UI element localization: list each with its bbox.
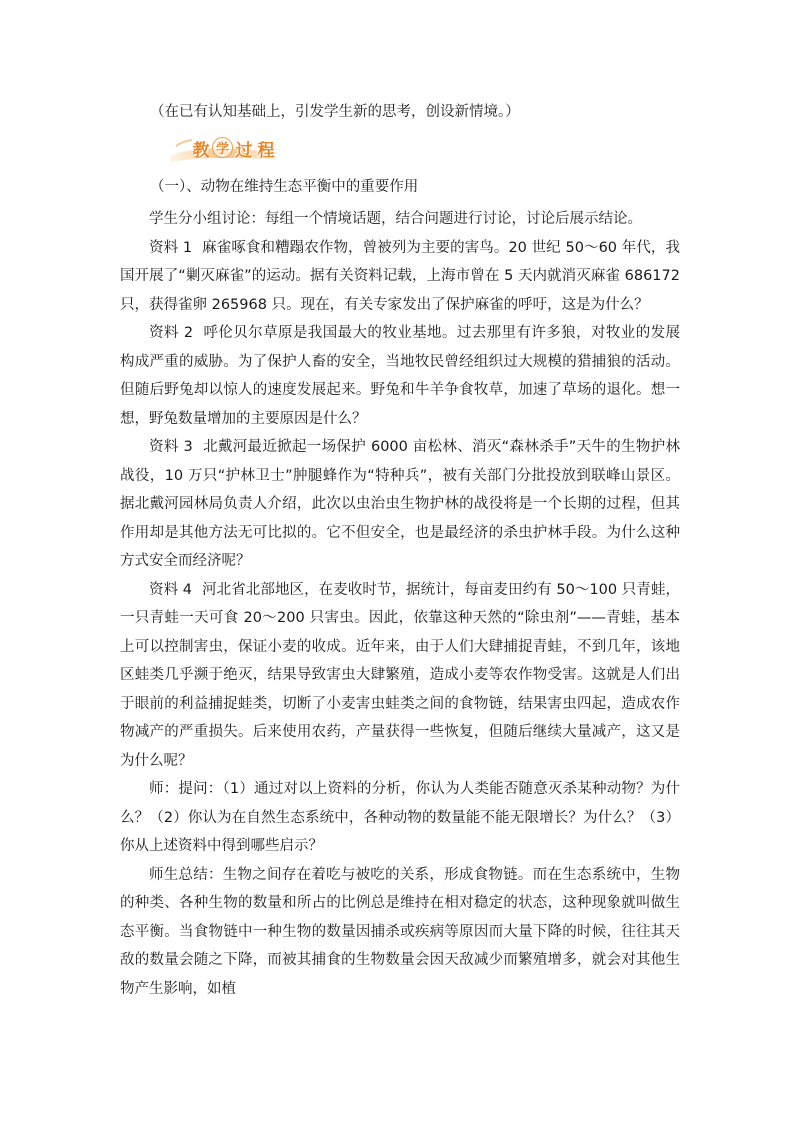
teaching-process-badge bbox=[168, 134, 278, 164]
paragraph-text: 学生分小组讨论：每组一个情境话题，结合问题进行讨论，讨论后展示结论。 bbox=[149, 211, 642, 227]
paragraph-discussion bbox=[120, 205, 680, 234]
paragraph-text: 呼伦贝尔草原是我国最大的牧业基地。过去那里有许多狼，对牧业的发展构成严重的威胁。为了保护人畜的安全，当地牧民曾经组织过大规模的猎捕狼的活动。但随后野兔却以惊人的速度发展起来。野兔和牛羊争食牧草，加速了草场的退化。想一想，野兔数量增加的主要原因是什么？ bbox=[120, 325, 681, 427]
paragraph-text: 师生总结：生物之间存在着吃与被吃的关系，形成食物链。而在生态系统中，生物的种类、各种生物的数量和所占的比例总是维持在相对稳定的状态，这种现象就叫做生态平衡。当食物链中一种生物的数量因捕杀或疾病等原因而大量下降的时候，往往其天敌的数量会随之下降，而被其捕食的生物数量会因天敌减少而繁殖增多，就会对其他生物产生影响，如植 bbox=[120, 866, 680, 997]
paragraph-text: 师：提问：（1）通过对以上资料的分析，你认为人类能否随意灭杀某种动物？为什么？（2）你认为在自然生态系统中，各种动物的数量能不能无限增长？为什么？（3）你从上述资料中得到哪些启示？ bbox=[120, 781, 680, 854]
material-label: 资料 4 bbox=[149, 581, 193, 598]
material-label: 资料 2 bbox=[149, 325, 194, 341]
badge-char-2: 学 bbox=[212, 137, 233, 158]
paragraph-text: 北戴河最近掀起一场保护 6000 亩松林、消灭“森林杀手”天牛的生物护林战役，10 万只“护林卫士”肿腿蜂作为“特种兵”，被有关部门分批投放到联峰山景区。据北戴河园林局负责人介绍，此次以虫治虫生物护林的战役将是一个长期的过程，但其作用却是其他方法无可比拟的。它不但安全，也是最经济的杀虫护林手段。为什么这种方式安全而经济呢？ bbox=[120, 439, 680, 569]
paragraph-text: 麻雀啄食和糟蹋农作物，曾被列为主要的害鸟。20 世纪 50～60 年代，我国开展了“剿灭麻雀”的运动。据有关资料记载，上海市曾在 5 天内就消灭麻雀 686172 只，获得雀卵 265968 只。现在，有关专家发出了保护麻雀的呼吁，这是为什么？ bbox=[120, 239, 680, 313]
paragraph-material-1 bbox=[120, 234, 680, 320]
body-text bbox=[120, 205, 680, 1003]
section-heading: （一）、动物在维持生态平衡中的重要作用 bbox=[150, 179, 419, 195]
material-label: 资料 3 bbox=[149, 439, 193, 455]
intro-note: （在已有认知基础上，引发学生新的思考，创设新情境。） bbox=[150, 104, 520, 120]
material-label: 资料 1 bbox=[149, 239, 193, 256]
paragraph-teacher-questions bbox=[120, 775, 680, 861]
badge-char-1: 教 bbox=[192, 140, 210, 161]
paragraph-text: 河北省北部地区，在麦收时节，据统计，每亩麦田约有 50～100 只青蛙，一只青蛙一天可食 20～200 只害虫。因此，依靠这种天然的“除虫剂”——青蛙，基本上可以控制害虫，保证小麦的收成。近年来，由于人们大肆捕捉青蛙，不到几年，该地区蛙类几乎濒于绝灭，结果导致害虫大肆繁殖，造成小麦等农作物受害。这就是人们出于眼前的利益捕捉蛙类，切断了小麦害虫蛙类之间的食物链，结果害虫四起，造成农作物减产的严重损失。后来使用农药，产量获得一些恢复，但随后继续大量减产，这又是为什么呢？ bbox=[120, 581, 681, 769]
paragraph-summary bbox=[120, 861, 680, 1004]
paragraph-material-2 bbox=[120, 319, 680, 433]
paragraph-material-3 bbox=[120, 433, 680, 576]
badge-char-3: 过 bbox=[235, 140, 253, 161]
badge-char-4: 程 bbox=[257, 140, 275, 161]
paragraph-material-4 bbox=[120, 576, 680, 776]
